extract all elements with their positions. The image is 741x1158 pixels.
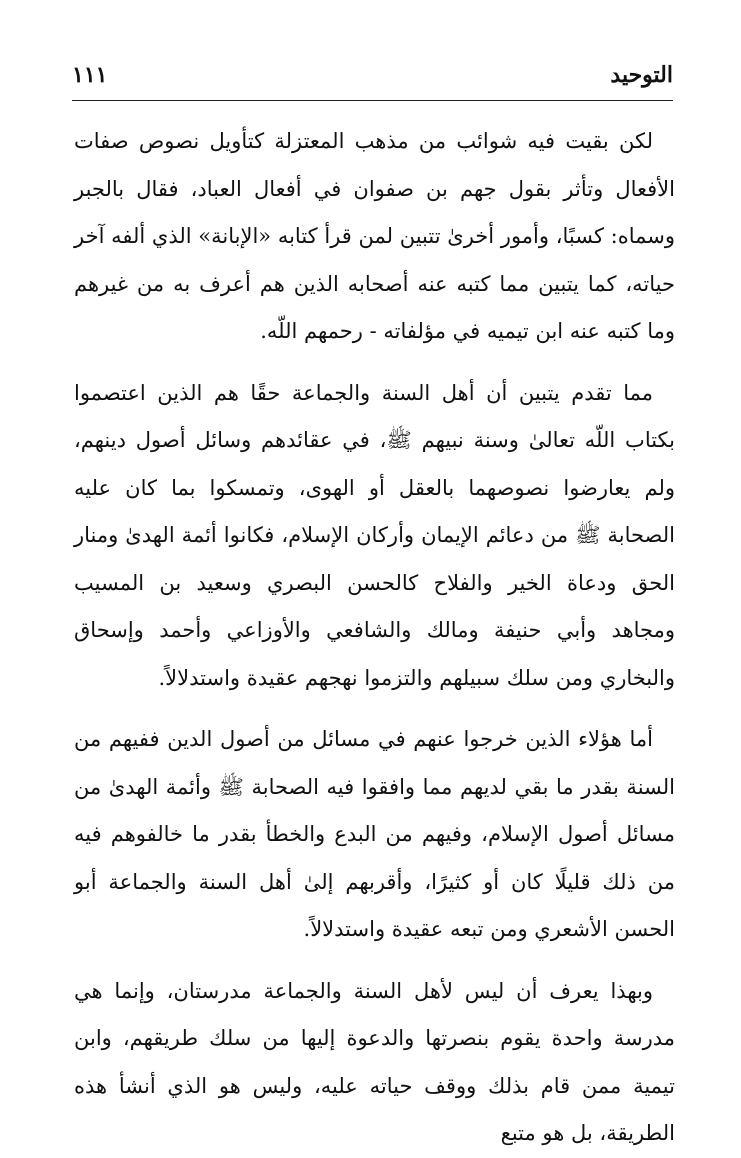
paragraph-4	[74, 968, 675, 1158]
paragraph-2	[74, 370, 675, 703]
paragraph-text: وتأثر بقول جهم بن صفوان في أفعال العباد، فقال بالجبر وسماه: كسبًا، وأمور أخرىٰ تتبين لمن قرأ كتابه «الإبانة» الذي ألفه آخر حياته، كما يتبين مما كتبه عنه أصحابه الذين هم أعرف به من غيرهم وما كتبه عنه ابن تيميه في مؤلفاته - رحمهم اللّه.	[74, 176, 675, 343]
paragraph-text: واحدة يقوم بنصرتها والدعوة إليها من سلك طريقهم، وابن تيمية ممن قام بذلك ووقف حياته عليه، وليس هو الذي أنشأ هذه الطريقة، بل هو متبع	[74, 1026, 675, 1145]
paragraph-3	[74, 716, 675, 954]
paragraph-lead: أما هؤلاء الذين خرجوا عنهم في مسائل من أصول الدين ففيهم من	[74, 727, 653, 751]
page-number: ١١١	[72, 62, 108, 88]
running-title: التوحيد	[610, 62, 673, 88]
paragraph-1	[74, 118, 675, 356]
header-divider	[72, 100, 673, 101]
paragraph-lead: لكن بقيت فيه شوائب من مذهب المعتزلة كتأويل نصوص صفات الأفعال	[74, 129, 675, 201]
paragraph-text: اللّه تعالىٰ وسنة نبيهم ﷺ، في عقائدهم وسائل أصول دينهم، ولم يعارضوا نصوصهما بالعقل أو الهوى، وتمسكوا بما كان عليه الصحابة ﷺ من دعائم الإيمان وأركان الإسلام، فكانوا أئمة الهدىٰ ومنار الحق ودعاة الخير والفلاح كالحسن البصري وسعيد بن المسيب ومجاهد وأبي حنيفة ومالك والشافعي والأوزاعي وأحمد وإسحاق والبخاري ومن سلك سبيلهم والتزموا نهجهم عقيدة واستدلالاً.	[74, 428, 675, 690]
paragraph-text: السنة بقدر ما بقي لديهم مما وافقوا فيه الصحابة ﷺ وأئمة الهدىٰ من مسائل أصول الإسلام، وفيهم من البدع والخطأ بقدر ما خالفوهم فيه من ذلك قليلًا كان أو كثيرًا، وأقربهم إلىٰ أهل السنة والجماعة أبو الحسن الأشعري ومن تبعه عقيدة واستدلالاً.	[74, 774, 675, 941]
paragraph-lead: مما تقدم يتبين أن أهل السنة والجماعة حقًا هم الذين اعتصموا بكتاب	[74, 380, 675, 452]
page-header	[72, 58, 673, 98]
paragraph-lead: وبهذا يعرف أن ليس لأهل السنة والجماعة مدرستان، وإنما هي مدرسة	[74, 978, 675, 1050]
body-text	[74, 118, 675, 1158]
